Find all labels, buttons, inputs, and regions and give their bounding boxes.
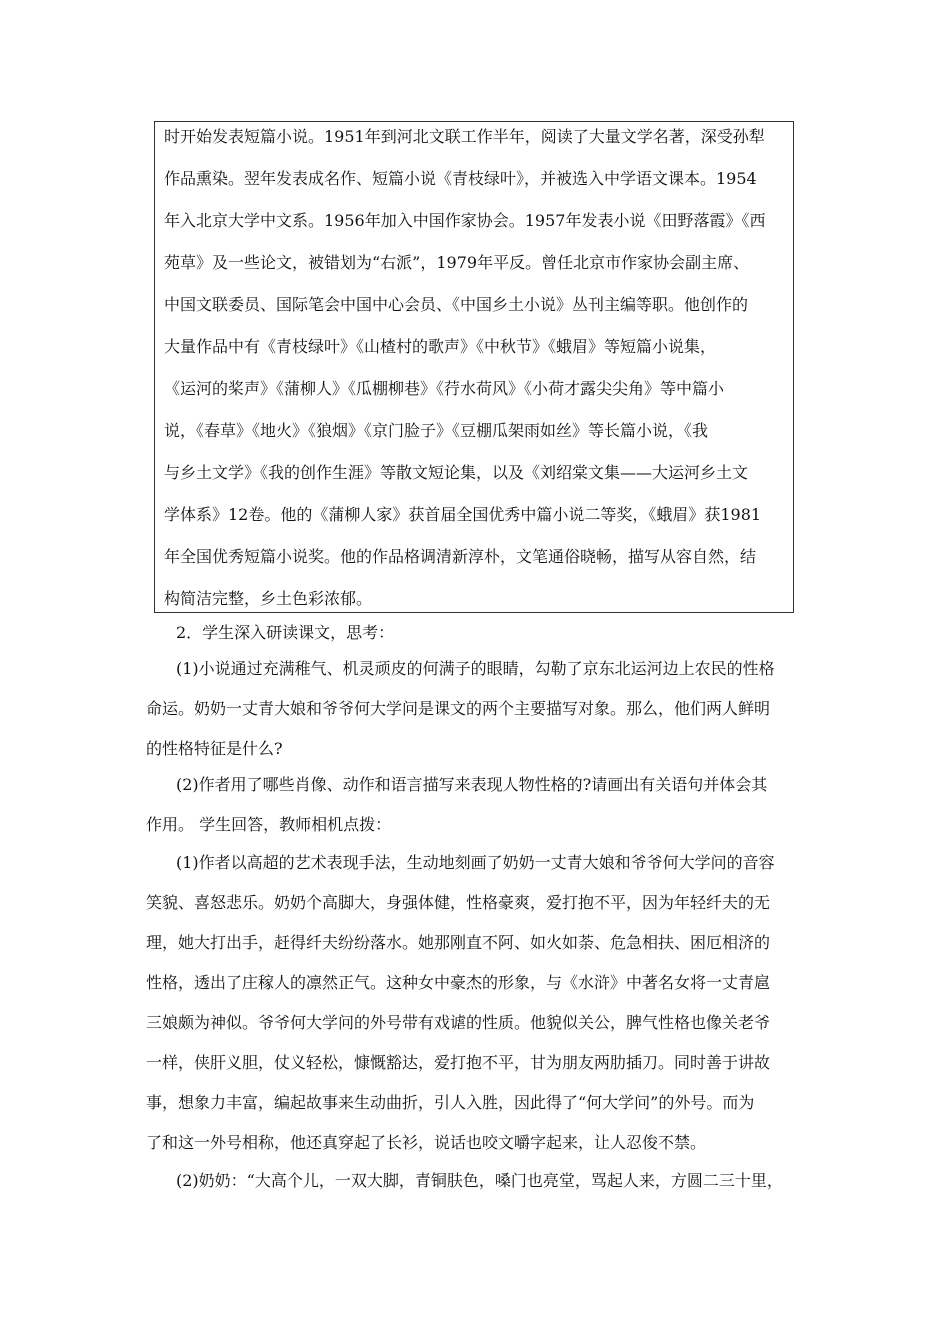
bio-line: 时开始发表短篇小说。1951年到河北文联工作半年，阅读了大量文学名著，深受孙犁 — [164, 127, 765, 146]
bio-line: 中国文联委员、国际笔会中国中心会员、《中国乡土小说》丛刊主编等职。他创作的 — [164, 295, 749, 314]
bio-line: 构简洁完整，乡土色彩浓郁。 — [164, 589, 373, 608]
bio-line: 《运河的桨声》《蒲柳人》《瓜棚柳巷》《荇水荷风》《小荷才露尖尖角》等中篇小 — [164, 379, 725, 398]
body-line: 的性格特征是什么? — [146, 739, 283, 758]
author-bio-box — [154, 121, 794, 613]
bio-line: 作品熏染。翌年发表成名作、短篇小说《青枝绿叶》，并被选入中学语文课本。1954 — [164, 169, 757, 188]
bio-line: 年全国优秀短篇小说奖。他的作品格调清新淳朴，文笔通俗晓畅，描写从容自然，结 — [164, 547, 757, 566]
body-line: 三娘颇为神似。爷爷何大学问的外号带有戏谑的性质。他貌似关公，脾气性格也像关老爷 — [146, 1013, 771, 1032]
body-line: (2)作者用了哪些肖像、动作和语言描写来表现人物性格的?请画出有关语句并体会其 — [176, 775, 768, 794]
bio-line: 学体系》12卷。他的《蒲柳人家》获首届全国优秀中篇小说二等奖，《蛾眉》获1981 — [164, 505, 762, 524]
body-line: 笑貌、喜怒悲乐。奶奶个高脚大，身强体健，性格豪爽，爱打抱不平，因为年轻纤夫的无 — [146, 893, 771, 912]
section-heading: 2．学生深入研读课文，思考： — [176, 623, 395, 642]
body-line: 一样，侠肝义胆，仗义轻松，慷慨豁达，爱打抱不平，甘为朋友两肋插刀。同时善于讲故 — [146, 1053, 771, 1072]
bio-line: 年入北京大学中文系。1956年加入中国作家协会。1957年发表小说《田野落霞》《西 — [164, 211, 766, 230]
body-line: (1)作者以高超的艺术表现手法，生动地刻画了奶奶一丈青大娘和爷爷何大学问的音容 — [176, 853, 775, 872]
bio-line: 与乡土文学》《我的创作生涯》等散文短论集，以及《刘绍棠文集——大运河乡土文 — [164, 463, 749, 482]
bio-line: 大量作品中有《青枝绿叶》《山楂村的歌声》《中秋节》《蛾眉》等短篇小说集， — [164, 337, 717, 356]
body-line: 作用。 学生回答，教师相机点拨： — [146, 815, 392, 834]
body-line: (1)小说通过充满稚气、机灵顽皮的何满子的眼睛，勾勒了京东北运河边上农民的性格 — [176, 659, 775, 678]
body-line: 事，想象力丰富，编起故事来生动曲折，引人入胜，因此得了“何大学问”的外号。而为 — [146, 1093, 755, 1112]
bio-line: 说，《春草》《地火》《狼烟》《京门脸子》《豆棚瓜架雨如丝》等长篇小说，《我 — [164, 421, 709, 440]
body-line: 性格，透出了庄稼人的凛然正气。这种女中豪杰的形象，与《水浒》中著名女将一丈青扈 — [146, 973, 771, 992]
body-line: 了和这一外号相称，他还真穿起了长衫，说话也咬文嚼字起来，让人忍俊不禁。 — [146, 1133, 707, 1152]
body-line: 命运。奶奶一丈青大娘和爷爷何大学问是课文的两个主要描写对象。那么，他们两人鲜明 — [146, 699, 771, 718]
bio-line: 苑草》及一些论文，被错划为“右派”，1979年平反。曾任北京市作家协会副主席、 — [164, 253, 750, 272]
body-line: (2)奶奶：“大高个儿，一双大脚，青铜肤色，嗓门也亮堂，骂起人来，方圆二三十里， — [176, 1171, 783, 1190]
body-line: 理，她大打出手，赶得纤夫纷纷落水。她那刚直不阿、如火如荼、危急相扶、困厄相济的 — [146, 933, 771, 952]
